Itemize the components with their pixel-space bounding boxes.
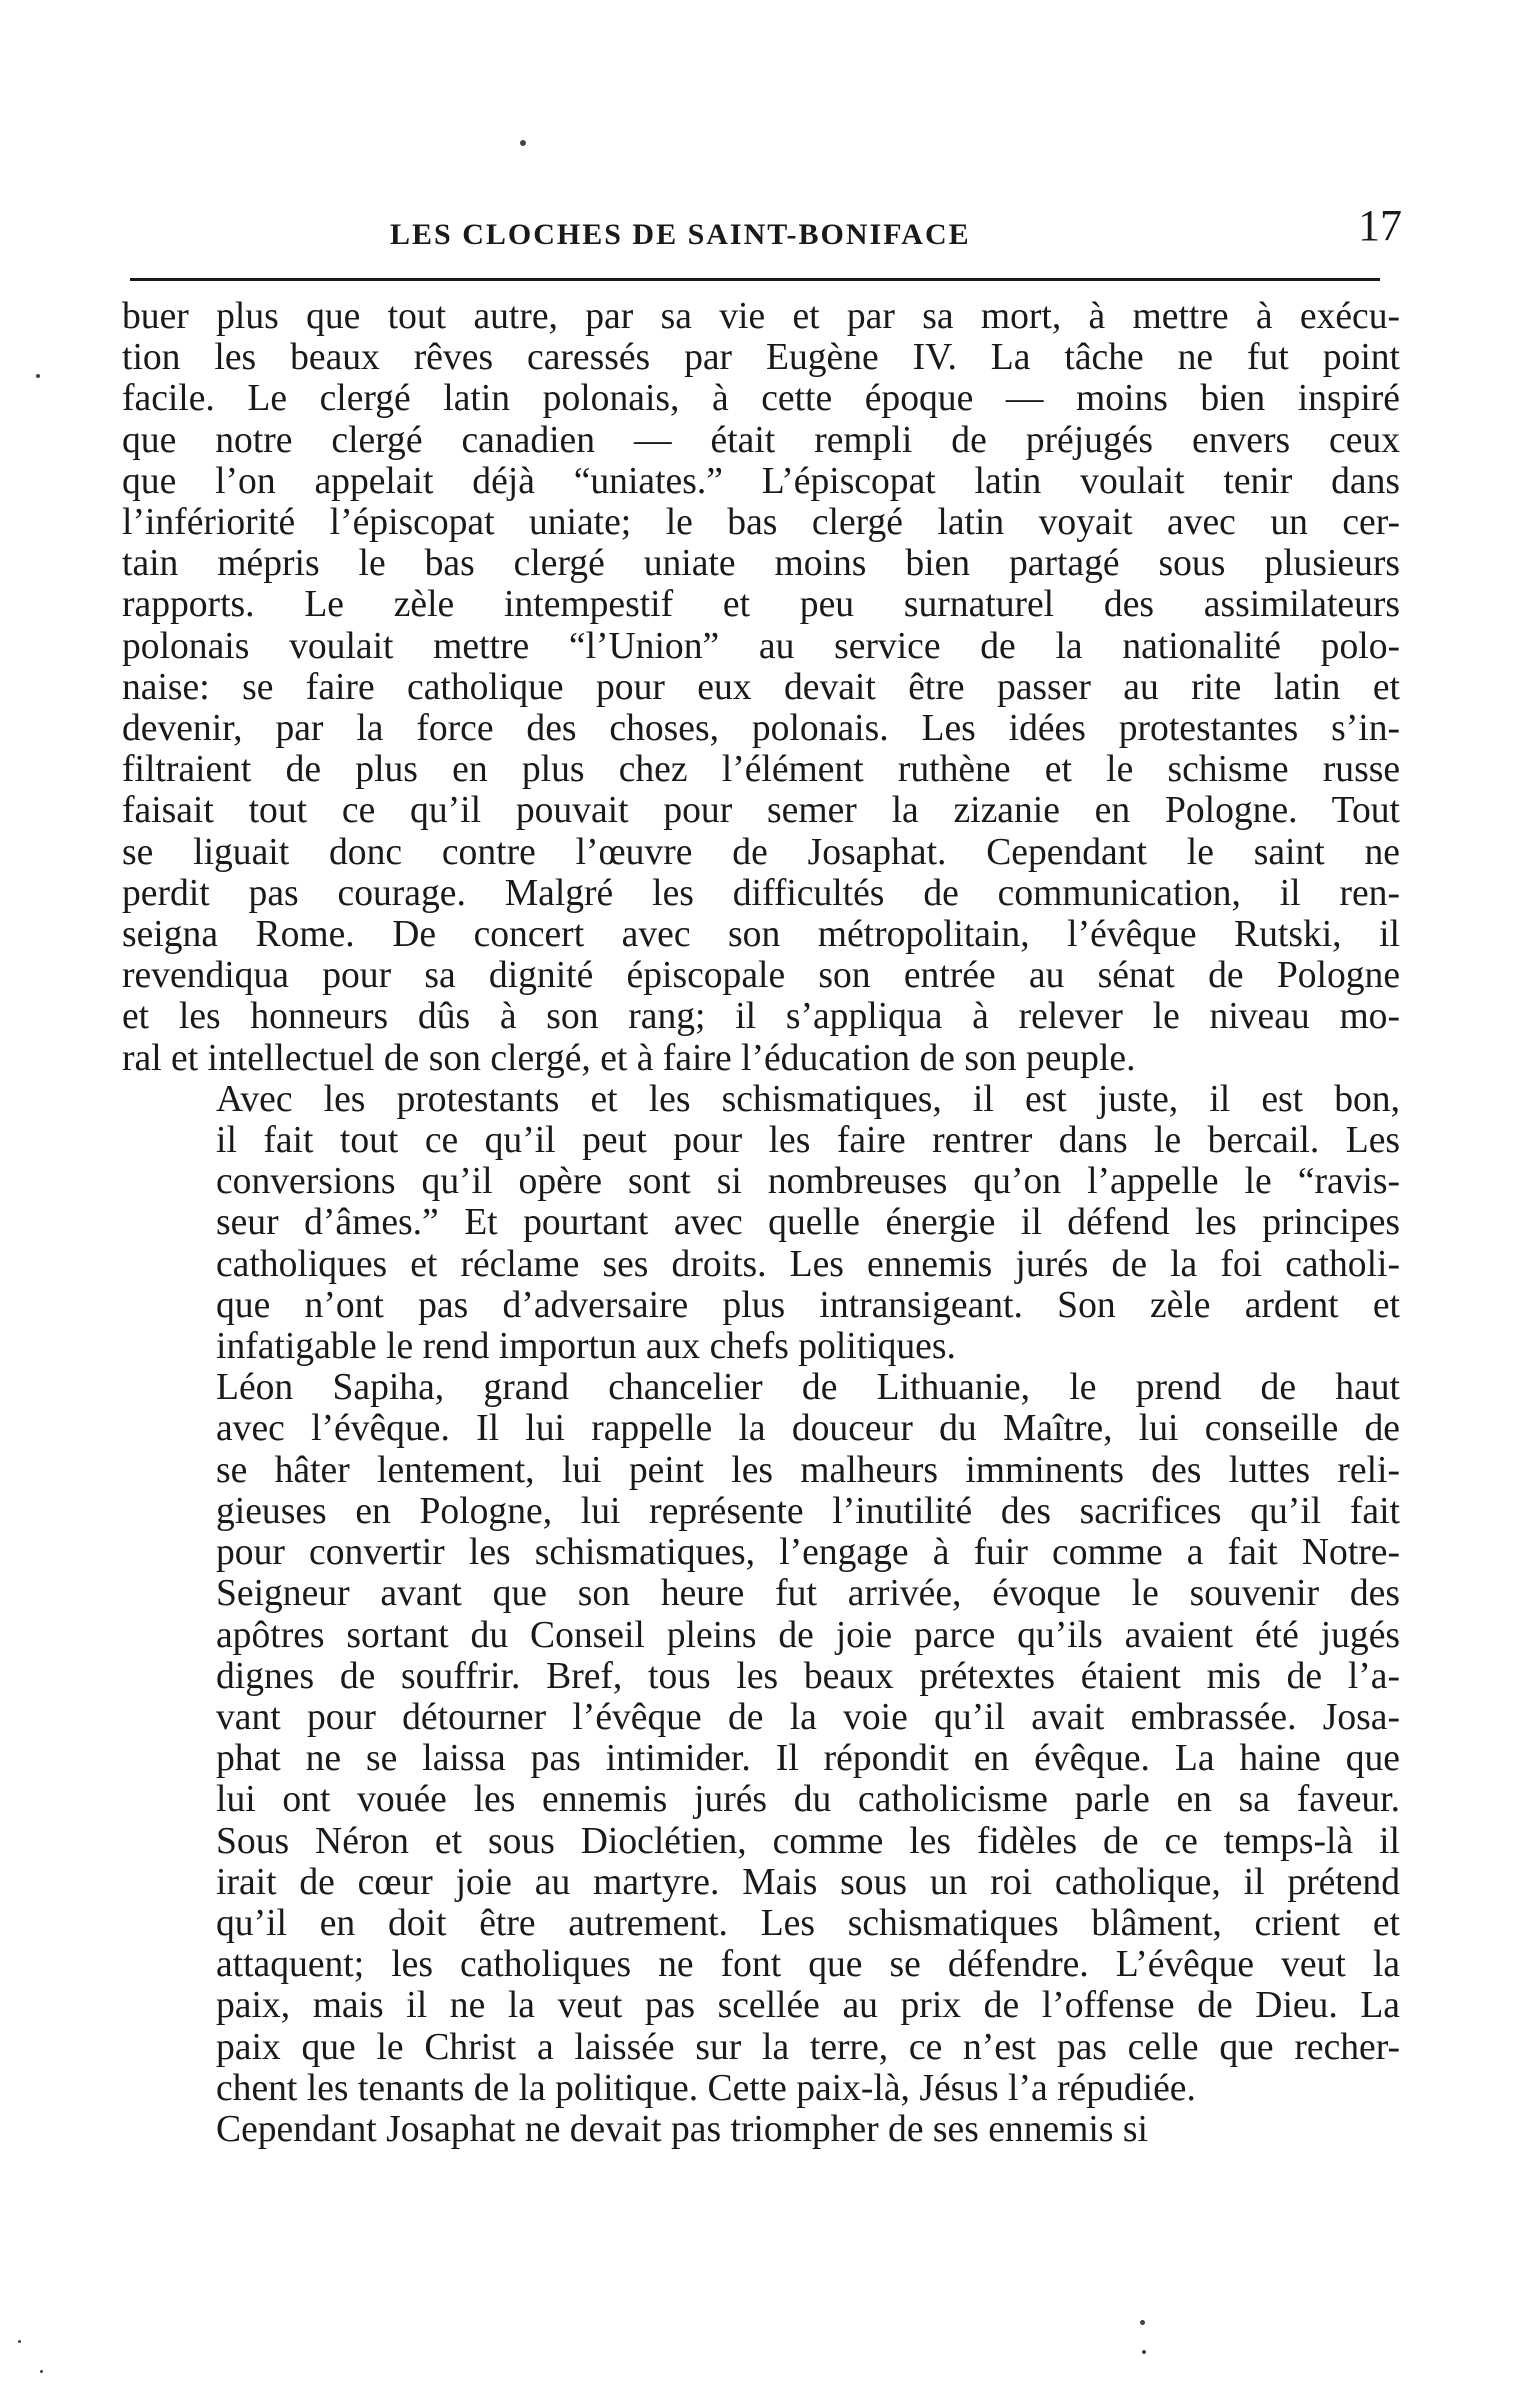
paragraph xyxy=(122,1079,1400,1367)
scan-speck xyxy=(40,2370,43,2373)
text-line: vant pour détourner l’évêque de la voie qu’il avait embrassée. Josa- xyxy=(216,1696,1400,1738)
page-number: 17 xyxy=(1358,201,1402,250)
text-line: tion les beaux rêves caressés par Eugène IV. La tâche ne fut point xyxy=(122,337,1400,379)
text-line: catholiques et réclame ses droits. Les ennemis jurés de la foi catholi- xyxy=(216,1243,1400,1285)
running-title: LES CLOCHES DE SAINT-BONIFACE xyxy=(390,218,971,251)
text-line: dignes de souffrir. Bref, tous les beaux prétextes étaient mis de l’a- xyxy=(216,1655,1400,1697)
text-line: polonais voulait mettre “l’Union” au service de la nationalité polo- xyxy=(122,625,1400,667)
text-line: irait de cœur joie au martyre. Mais sous un roi catholique, il prétend xyxy=(216,1861,1400,1903)
header-rule xyxy=(130,278,1380,281)
scan-speck xyxy=(1140,2320,1145,2325)
text-line: se liguait donc contre l’œuvre de Josaphat. Cependant le saint ne xyxy=(122,831,1400,873)
text-line: gieuses en Pologne, lui représente l’inutilité des sacrifices qu’il fait xyxy=(216,1490,1400,1532)
text-line: seur d’âmes.” Et pourtant avec quelle énergie il défend les principes xyxy=(216,1202,1400,1244)
text-line: faisait tout ce qu’il pouvait pour semer la zizanie en Pologne. Tout xyxy=(122,790,1400,832)
text-line: Sous Néron et sous Dioclétien, comme les fidèles de ce temps-là il xyxy=(216,1820,1400,1862)
text-line: tain mépris le bas clergé uniate moins bien partagé sous plusieurs xyxy=(122,543,1400,585)
text-line: chent les tenants de la politique. Cette paix-là, Jésus l’a répudiée. xyxy=(216,2067,1196,2109)
text-line: Seigneur avant que son heure fut arrivée, évoque le souvenir des xyxy=(216,1573,1400,1615)
text-line: perdit pas courage. Malgré les difficultés de communication, il ren- xyxy=(122,872,1400,914)
text-line: paix, mais il ne la veut pas scellée au prix de l’offense de Dieu. La xyxy=(216,1985,1400,2027)
text-line: naise: se faire catholique pour eux devait être passer au rite latin et xyxy=(122,666,1400,708)
text-line: paix que le Christ a laissée sur la terre, ce n’est pas celle que recher- xyxy=(216,2026,1400,2068)
text-line: avec l’évêque. Il lui rappelle la douceur du Maître, lui conseille de xyxy=(216,1408,1400,1450)
scan-speck xyxy=(520,140,526,146)
text-line: buer plus que tout autre, par sa vie et par sa mort, à mettre à exécu- xyxy=(122,296,1400,337)
paragraph xyxy=(122,2109,1400,2150)
text-line: que notre clergé canadien — était rempli de préjugés envers ceux xyxy=(122,419,1400,461)
text-line: rapports. Le zèle intempestif et peu surnaturel des assimilateurs xyxy=(122,584,1400,626)
text-line: lui ont vouée les ennemis jurés du catholicisme parle en sa faveur. xyxy=(216,1779,1400,1821)
text-line: devenir, par la force des choses, polonais. Les idées protestantes s’in- xyxy=(122,708,1400,750)
text-line: Cependant Josaphat ne devait pas triompher de ses ennemis si xyxy=(216,2108,1148,2150)
scan-speck xyxy=(1142,2350,1146,2354)
text-line: Léon Sapiha, grand chancelier de Lithuanie, le prend de haut xyxy=(216,1367,1400,1409)
text-line: facile. Le clergé latin polonais, à cette époque — moins bien inspiré xyxy=(122,378,1400,420)
text-line: filtraient de plus en plus chez l’élément ruthène et le schisme russe xyxy=(122,749,1400,791)
text-line: que n’ont pas d’adversaire plus intransigeant. Son zèle ardent et xyxy=(216,1284,1400,1326)
text-line: revendiqua pour sa dignité épiscopale son entrée au sénat de Pologne xyxy=(122,955,1400,997)
text-line: conversions qu’il opère sont si nombreuses qu’on l’appelle le “ravis- xyxy=(216,1161,1400,1203)
scan-speck xyxy=(36,374,40,378)
text-line: attaquent; les catholiques ne font que se défendre. L’évêque veut la xyxy=(216,1944,1400,1986)
text-line: apôtres sortant du Conseil pleins de joie parce qu’ils avaient été jugés xyxy=(216,1614,1400,1656)
paragraph xyxy=(122,296,1400,1079)
text-line: phat ne se laissa pas intimider. Il répondit en évêque. La haine que xyxy=(216,1738,1400,1780)
text-line: Avec les protestants et les schismatiques, il est juste, il est bon, xyxy=(216,1078,1400,1120)
paragraph xyxy=(122,1367,1400,2109)
text-line: ral et intellectuel de son clergé, et à faire l’éducation de son peuple. xyxy=(122,1037,1136,1079)
text-line: qu’il en doit être autrement. Les schismatiques blâment, crient et xyxy=(216,1902,1400,1944)
text-line: il fait tout ce qu’il peut pour les faire rentrer dans le bercail. Les xyxy=(216,1120,1400,1162)
text-line: et les honneurs dûs à son rang; il s’appliqua à relever le niveau mo- xyxy=(122,996,1400,1038)
text-line: se hâter lentement, lui peint les malheurs imminents des luttes reli- xyxy=(216,1449,1400,1491)
text-line: pour convertir les schismatiques, l’engage à fuir comme a fait Notre- xyxy=(216,1532,1400,1574)
page-header xyxy=(120,200,1402,270)
scan-speck xyxy=(18,2340,21,2343)
body-text xyxy=(122,296,1400,2150)
text-line: infatigable le rend importun aux chefs politiques. xyxy=(216,1326,956,1368)
text-line: que l’on appelait déjà “uniates.” L’épiscopat latin voulait tenir dans xyxy=(122,460,1400,502)
text-line: seigna Rome. De concert avec son métropolitain, l’évêque Rutski, il xyxy=(122,914,1400,956)
text-line: l’infériorité l’épiscopat uniate; le bas clergé latin voyait avec un cer- xyxy=(122,502,1400,544)
